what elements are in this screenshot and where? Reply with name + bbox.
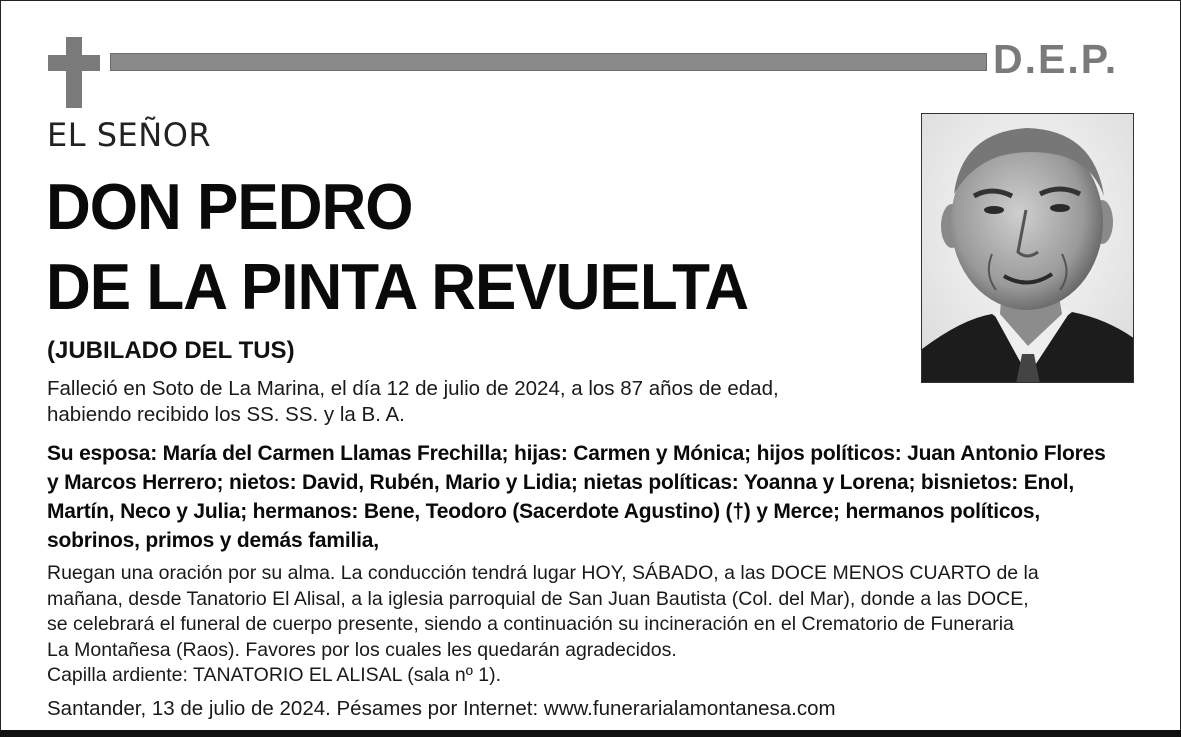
service-line: Ruegan una oración por su alma. La conducción tendrá lugar HOY, SÁBADO, a las DOCE MENOS CUARTO de la <box>47 562 1039 584</box>
family-line: y Marcos Herrero; nietos: David, Rubén, Mario y Lidia; nietas políticas: Yoanna y Lorena; bisnietos: Enol, <box>47 471 1075 494</box>
cross-icon-bar <box>48 55 100 71</box>
service-line: Capilla ardiente: TANATORIO EL ALISAL (sala nº 1). <box>47 664 502 686</box>
death-line: habiendo recibido los SS. SS. y la B. A. <box>47 403 405 426</box>
deceased-name-line2: DE LA PINTA REVUELTA <box>46 251 749 324</box>
family-line: Su esposa: María del Carmen Llamas Frechilla; hijas: Carmen y Mónica; hijos políticos: Juan Antonio Flores <box>47 442 1106 465</box>
service-line: La Montañesa (Raos). Favores por los cuales les quedarán agradecidos. <box>47 638 677 661</box>
occupation: (JUBILADO DEL TUS) <box>47 337 295 364</box>
portrait-photo <box>921 113 1134 383</box>
service-details <box>47 561 1157 689</box>
header-rule <box>110 53 987 71</box>
deceased-name-line1: DON PEDRO <box>46 171 413 244</box>
bottom-rule <box>0 730 1181 737</box>
service-line: se celebrará el funeral de cuerpo presente, siendo a continuación su incineración en el Crematorio de Funeraria <box>47 613 1014 635</box>
signoff: Santander, 13 de julio de 2024. Pésames por Internet: www.funerarialamontanesa.com <box>47 697 836 720</box>
service-line: mañana, desde Tanatorio El Alisal, a la iglesia parroquial de San Juan Bautista (Col. del Mar), donde a las DOCE, <box>47 587 1029 610</box>
death-details <box>47 376 887 428</box>
family-line: Martín, Neco y Julia; hermanos: Bene, Teodoro (Sacerdote Agustino) (†) y Merce; hermanos políticos, <box>47 500 1041 523</box>
portrait-image <box>922 114 1134 383</box>
family-line: sobrinos, primos y demás familia, <box>47 529 379 552</box>
dep-label: D.E.P. <box>993 36 1119 82</box>
family-list <box>47 439 1157 555</box>
death-line: Falleció en Soto de La Marina, el día 12 de julio de 2024, a los 87 años de edad, <box>47 377 779 400</box>
honorific: EL SEÑOR <box>47 116 212 154</box>
cross-icon <box>66 37 82 108</box>
